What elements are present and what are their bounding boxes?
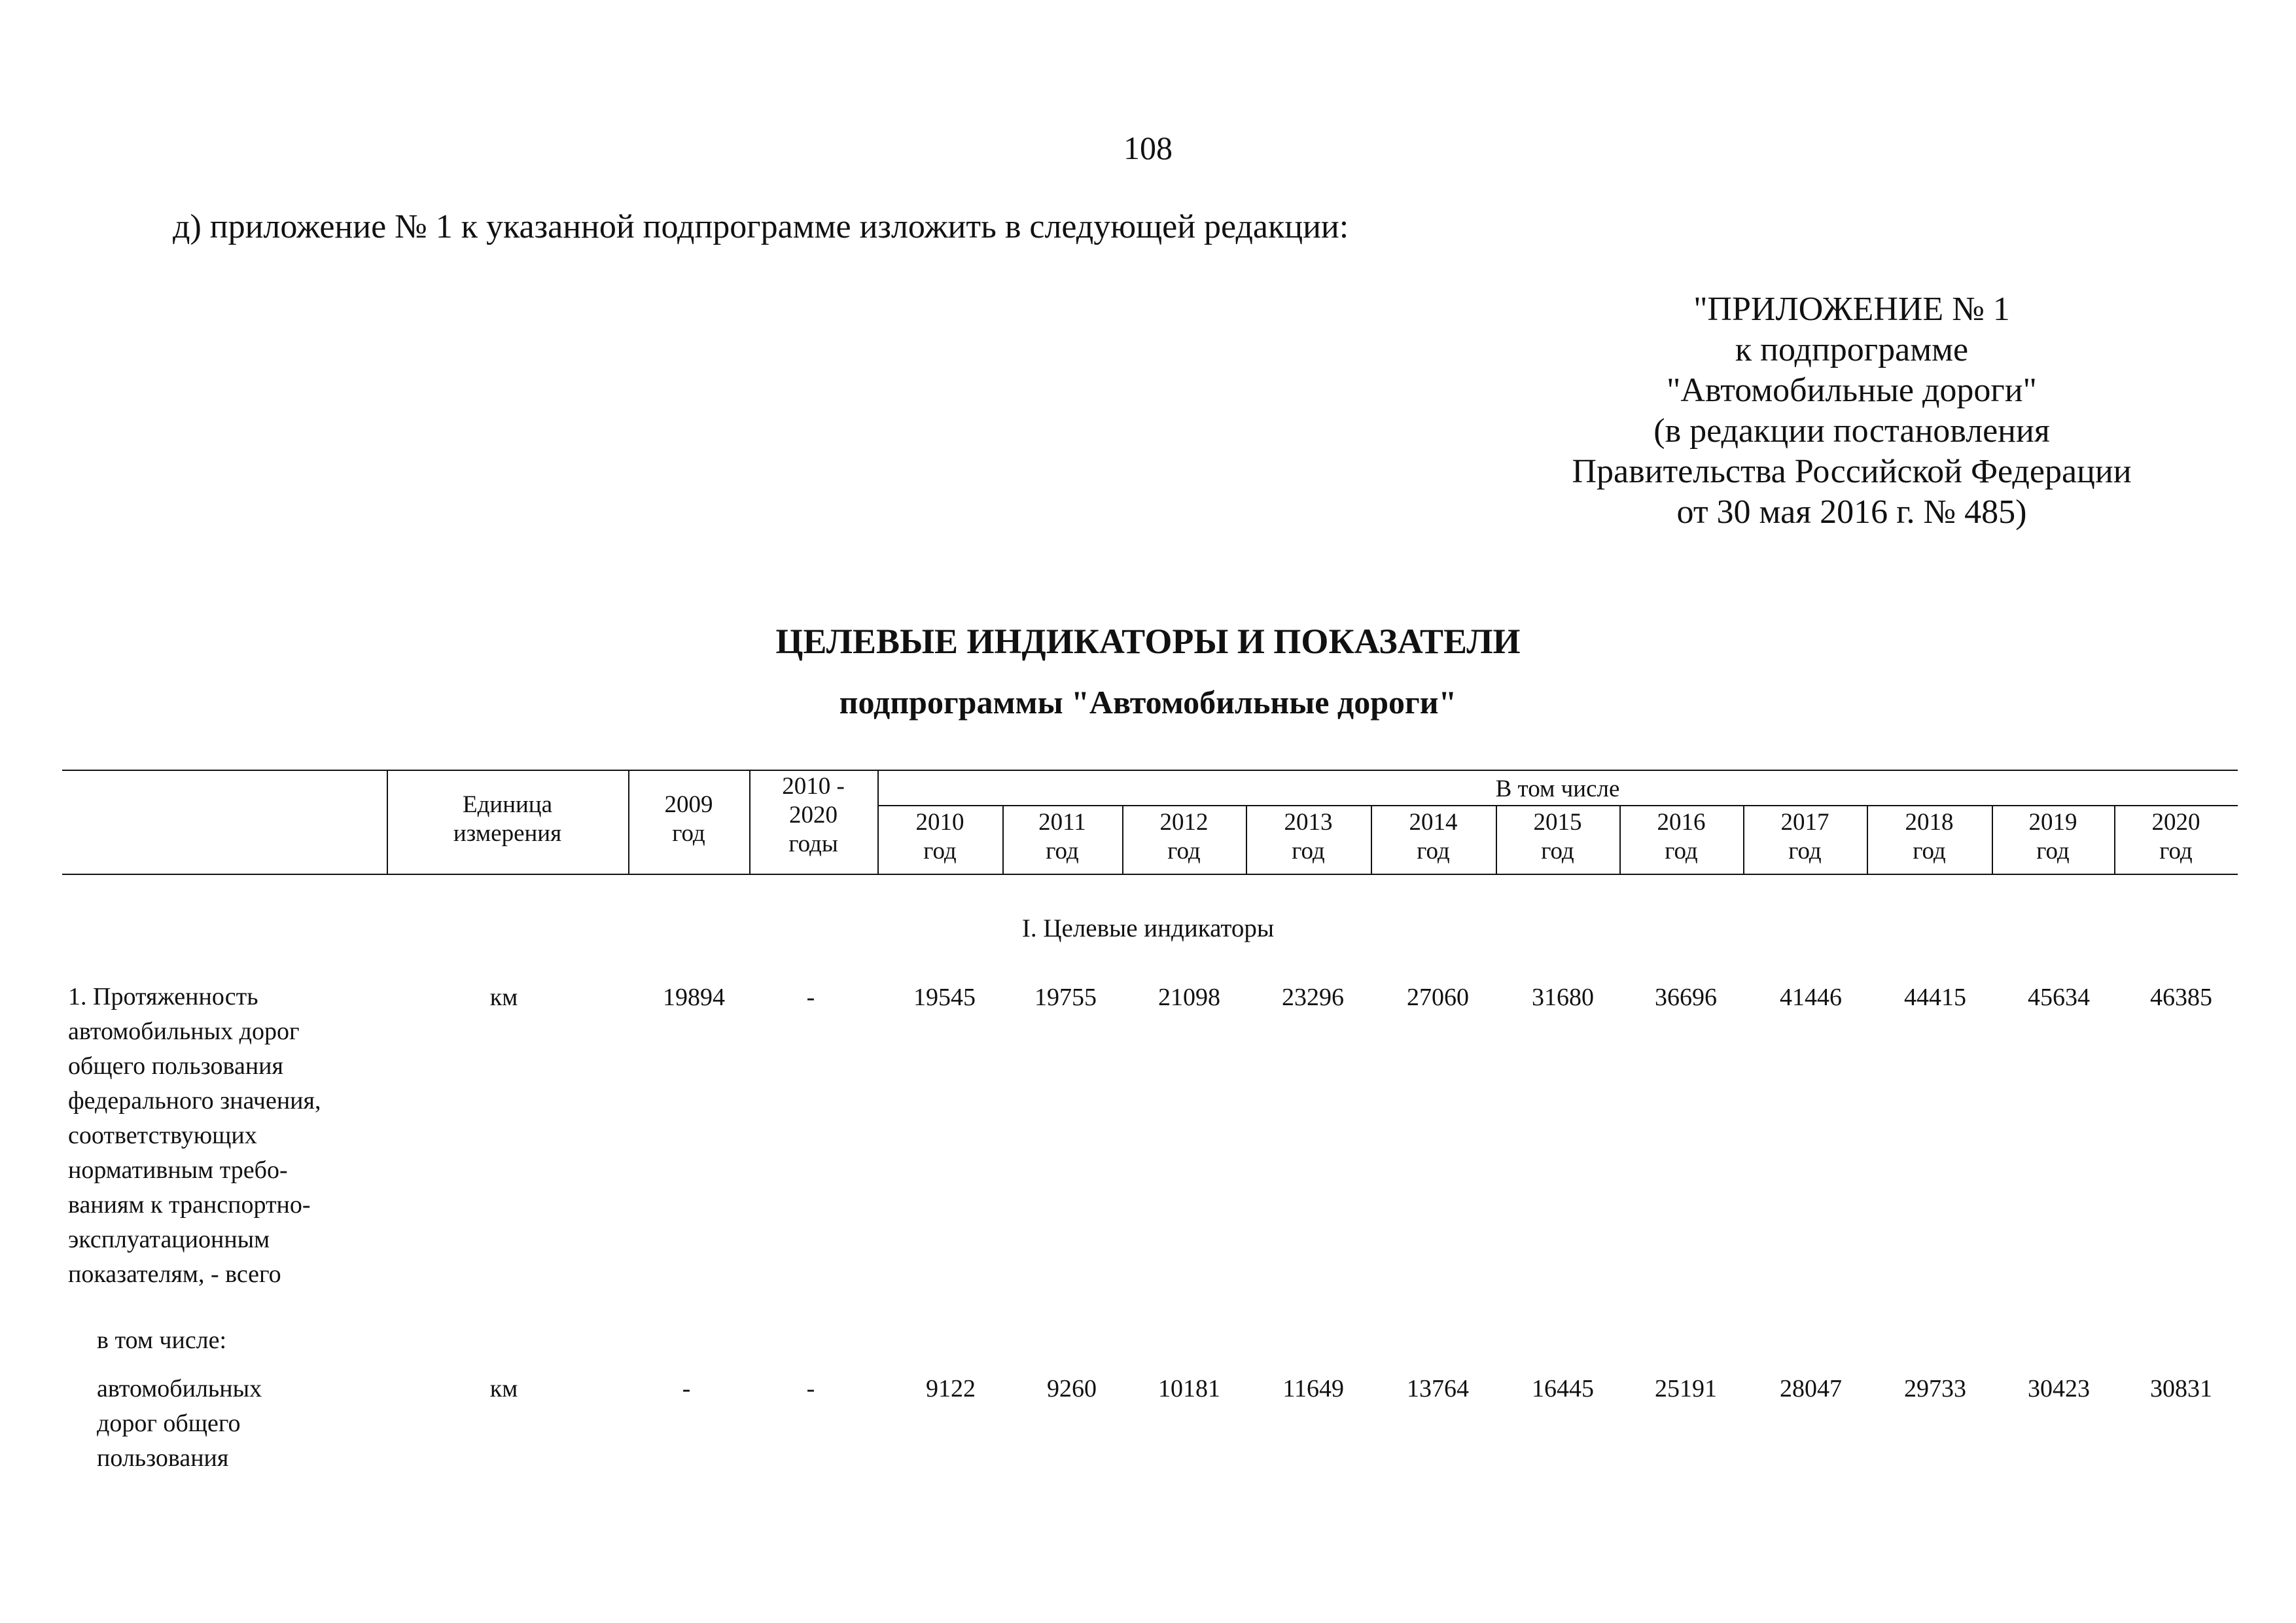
row-value: 19545 [913, 984, 976, 1011]
appendix-line: к подпрограмме [1735, 331, 1969, 368]
appendix-line: Правительства Российской Федерации [1572, 453, 2132, 490]
row-period-value: - [806, 1375, 815, 1402]
appendix-line: (в редакции постановления [1653, 412, 2050, 450]
header-year: 2016 год [1657, 809, 1706, 865]
header-year: 2015 год [1533, 809, 1582, 865]
row-value: 46385 [2150, 984, 2212, 1011]
row-value: 27060 [1407, 984, 1469, 1011]
row-value: 13764 [1407, 1375, 1469, 1402]
header-year: 2017 год [1780, 809, 1829, 865]
header-period: 2010 - 2020 годы [782, 773, 845, 857]
header-year: 2018 год [1905, 809, 1954, 865]
appendix-line: от 30 мая 2016 г. № 485) [1676, 493, 2027, 531]
row-value: 25191 [1655, 1375, 1717, 1402]
row-unit: км [489, 1375, 518, 1402]
header-year: 2020 год [2151, 809, 2200, 865]
appendix-line: "ПРИЛОЖЕНИЕ № 1 [1693, 291, 2010, 328]
row-base-value: 19894 [663, 984, 725, 1011]
row-value: 45634 [2028, 984, 2090, 1011]
page-number: 108 [1123, 130, 1173, 166]
row-value: 28047 [1780, 1375, 1842, 1402]
appendix-line: "Автомобильные дороги" [1667, 372, 2037, 409]
row-value: 11649 [1282, 1375, 1344, 1402]
header-bottom-rule [62, 874, 2238, 875]
row-value: 23296 [1282, 984, 1344, 1011]
row-value: 30831 [2150, 1375, 2212, 1402]
row-value: 36696 [1655, 984, 1717, 1011]
intro-text: д) приложение № 1 к указанной подпрограмме изложить в следующей редакции: [173, 208, 1349, 245]
row-value: 21098 [1158, 984, 1220, 1011]
header-including: В том числе [1495, 776, 1620, 802]
row-value: 30423 [2028, 1375, 2090, 1402]
header-year: 2014 год [1409, 809, 1458, 865]
document-subtitle: подпрограммы "Автомобильные дороги" [839, 684, 1457, 721]
appendix-block [1492, 289, 2212, 533]
header-unit: Единица измерения [453, 791, 562, 847]
row-value: 9260 [1047, 1375, 1097, 1402]
table-row-label: 1. Протяженность автомобильных дорог общего пользования федерального значения, соответствующих нормативным требо- ваниям к транспортно- эксплуатационным показателям, - всего [68, 983, 321, 1288]
row-value: 10181 [1158, 1375, 1220, 1402]
row-base-value: - [682, 1375, 691, 1402]
table-row-label: автомобильных дорог общего пользования [97, 1375, 262, 1472]
row-value: 19755 [1034, 984, 1097, 1011]
row-value: 44415 [1904, 984, 1966, 1011]
row-value: 9122 [926, 1375, 976, 1402]
document-title: ЦЕЛЕВЫЕ ИНДИКАТОРЫ И ПОКАЗАТЕЛИ [775, 622, 1521, 661]
row-value: 16445 [1532, 1375, 1594, 1402]
header-base-year: 2009 год [664, 791, 713, 847]
header-year: 2011 год [1038, 809, 1086, 865]
header-year: 2019 год [2028, 809, 2077, 865]
header-top-rule [62, 770, 2238, 771]
header-year: 2013 год [1284, 809, 1333, 865]
header-including-rule [877, 805, 2238, 806]
row-period-value: - [806, 984, 815, 1011]
section-title: I. Целевые индикаторы [1021, 914, 1275, 942]
header-year: 2010 год [915, 809, 964, 865]
row-value: 29733 [1904, 1375, 1966, 1402]
table-row-label: в том числе: [97, 1327, 227, 1354]
row-unit: км [489, 984, 518, 1011]
row-value: 31680 [1532, 984, 1594, 1011]
header-year: 2012 год [1159, 809, 1209, 865]
row-value: 41446 [1780, 984, 1842, 1011]
